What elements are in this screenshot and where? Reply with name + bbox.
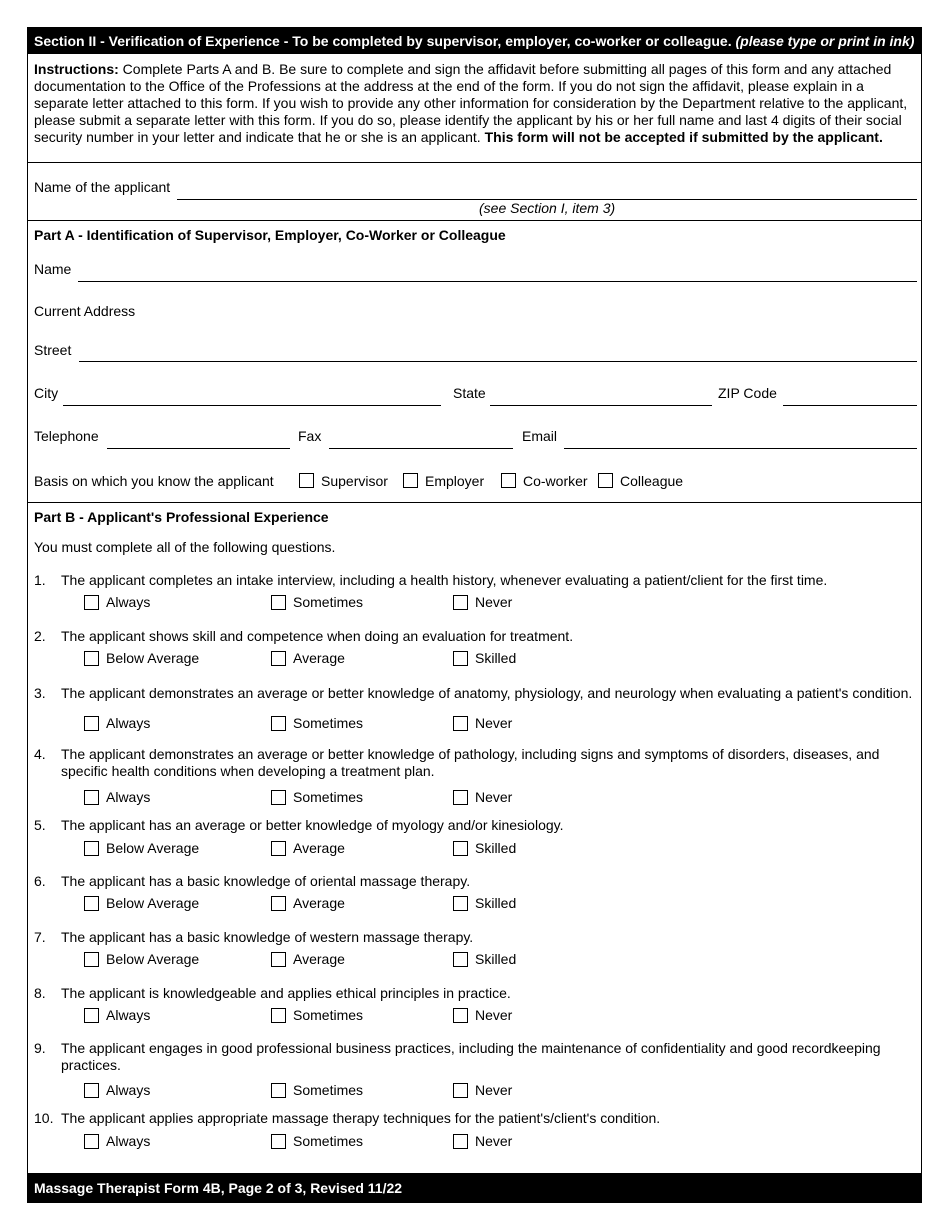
part-b-title: Part B - Applicant's Professional Experience [34,509,329,525]
option-label: Skilled [475,895,517,911]
basis-colleague-checkbox[interactable] [598,473,613,488]
question-number: 4. [34,746,46,762]
q5-below-average-checkbox[interactable] [84,841,99,856]
q8-never-checkbox[interactable] [453,1008,468,1023]
option-label: Sometimes [293,1133,364,1149]
option-label: Below Average [106,650,200,666]
q5-average-checkbox[interactable] [271,841,286,856]
city-label: City [34,385,59,401]
question-number: 1. [34,572,46,588]
q1-sometimes-checkbox[interactable] [271,595,286,610]
option-label: Sometimes [293,715,364,731]
fax-label: Fax [298,428,322,444]
option-label: Sometimes [293,789,364,805]
question-number: 5. [34,817,46,833]
current-address-label: Current Address [34,303,136,319]
option-label: Sometimes [293,1082,364,1098]
q2-average-checkbox[interactable] [271,651,286,666]
option-label: Sometimes [293,1007,364,1023]
instructions [34,61,914,146]
option-label: Skilled [475,650,517,666]
form-frame [27,27,922,1203]
q7-average-checkbox[interactable] [271,952,286,967]
q9-never-checkbox[interactable] [453,1083,468,1098]
q4-always-checkbox[interactable] [84,790,99,805]
street-label: Street [34,342,72,358]
fax-input[interactable] [329,448,513,449]
name-input[interactable] [78,281,917,282]
instructions-body: Complete Parts A and B. Be sure to complete and sign the affidavit before submitting all pages of this form and any attached documentation to the Office of the Professions at the address at the end of the form. If you do not sign the affidavit, please explain in a separate letter attached to this form. If you wish to provide any other information for consideration by the Department relative to the applicant, please submit a separate letter with this form. If you do so, please identify the applicant by his or her full name and last 4 digits of their social security number in your letter and indicate that he or she is an applicant. [34,61,908,145]
q2-below-average-checkbox[interactable] [84,651,99,666]
zip-label: ZIP Code [718,385,777,401]
option-label: Average [293,650,345,666]
question-number: 10. [34,1110,54,1126]
q1-never-checkbox[interactable] [453,595,468,610]
basis-employer-checkbox[interactable] [403,473,418,488]
question-text: The applicant has an average or better knowledge of myology and/or kinesiology. [61,817,564,833]
divider [27,502,922,503]
email-label: Email [522,428,558,444]
q6-below-average-checkbox[interactable] [84,896,99,911]
q4-never-checkbox[interactable] [453,790,468,805]
q10-never-checkbox[interactable] [453,1134,468,1149]
basis-employer-label: Employer [425,473,485,489]
q10-sometimes-checkbox[interactable] [271,1134,286,1149]
state-label: State [453,385,486,401]
option-label: Skilled [475,951,517,967]
option-label: Always [106,1082,151,1098]
option-label: Never [475,715,513,731]
question-text: The applicant applies appropriate massage therapy techniques for the patient's/client's condition. [61,1110,661,1126]
option-label: Always [106,715,151,731]
question-text: The applicant demonstrates an average or better knowledge of anatomy, physiology, and neurology when evaluating a patient's condition. [61,685,913,701]
option-label: Never [475,1133,513,1149]
section-header [27,27,922,54]
telephone-input[interactable] [107,448,290,449]
q3-never-checkbox[interactable] [453,716,468,731]
q9-sometimes-checkbox[interactable] [271,1083,286,1098]
q9-always-checkbox[interactable] [84,1083,99,1098]
part-a-title: Part A - Identification of Supervisor, Employer, Co-Worker or Colleague [34,227,506,243]
option-label: Never [475,789,513,805]
q7-below-average-checkbox[interactable] [84,952,99,967]
question-number: 8. [34,985,46,1001]
q1-always-checkbox[interactable] [84,595,99,610]
q5-skilled-checkbox[interactable] [453,841,468,856]
question-text: The applicant has a basic knowledge of oriental massage therapy. [61,873,471,889]
question-number: 9. [34,1040,46,1056]
option-label: Below Average [106,951,200,967]
question-text: The applicant shows skill and competence when doing an evaluation for treatment. [61,628,574,644]
applicant-name-note: (see Section I, item 3) [479,200,616,216]
q4-sometimes-checkbox[interactable] [271,790,286,805]
basis-supervisor-checkbox[interactable] [299,473,314,488]
applicant-name-label: Name of the applicant [34,179,171,195]
option-label: Below Average [106,840,200,856]
question-number: 3. [34,685,46,701]
option-label: Always [106,1133,151,1149]
section-title-note: (please type or print in ink) [735,33,915,49]
question-text: The applicant completes an intake interview, including a health history, whenever evaluating a patient/client for the first time. [61,572,828,588]
option-label: Always [106,594,151,610]
question-text: The applicant demonstrates an average or better knowledge of pathology, including signs and symptoms of disorders, diseases, and specific health conditions when developing a treatment plan. [61,746,880,779]
section-title: Section II - Verification of Experience - To be completed by supervisor, employer, co-worker or colleague. [34,33,732,49]
question-text: The applicant engages in good professional business practices, including the maintenance of confidentiality and good recordkeeping practices. [61,1040,881,1073]
divider [27,220,922,221]
footer-bar [27,1173,922,1203]
question-text: The applicant has a basic knowledge of western massage therapy. [61,929,474,945]
state-input[interactable] [490,405,712,406]
question-number: 2. [34,628,46,644]
basis-co-worker-label: Co-worker [523,473,588,489]
question-text: The applicant is knowledgeable and applies ethical principles in practice. [61,985,511,1001]
option-label: Skilled [475,840,517,856]
option-label: Sometimes [293,594,364,610]
option-label: Average [293,951,345,967]
q7-skilled-checkbox[interactable] [453,952,468,967]
basis-supervisor-label: Supervisor [321,473,388,489]
basis-colleague-label: Colleague [620,473,684,489]
option-label: Below Average [106,895,200,911]
basis-co-worker-checkbox[interactable] [501,473,516,488]
footer-text: Massage Therapist Form 4B, Page 2 of 3, Revised 11/22 [34,1180,403,1196]
street-input[interactable] [79,361,917,362]
q8-always-checkbox[interactable] [84,1008,99,1023]
option-label: Never [475,1007,513,1023]
city-input[interactable] [63,405,441,406]
divider [27,162,922,163]
q10-always-checkbox[interactable] [84,1134,99,1149]
option-label: Average [293,840,345,856]
q3-always-checkbox[interactable] [84,716,99,731]
q6-skilled-checkbox[interactable] [453,896,468,911]
part-b-intro: You must complete all of the following questions. [34,539,336,555]
telephone-label: Telephone [34,428,99,444]
question-number: 7. [34,929,46,945]
q8-sometimes-checkbox[interactable] [271,1008,286,1023]
option-label: Always [106,1007,151,1023]
q2-skilled-checkbox[interactable] [453,651,468,666]
instructions-warning: This form will not be accepted if submitted by the applicant. [484,129,883,145]
question-number: 6. [34,873,46,889]
zip-input[interactable] [783,405,917,406]
q3-sometimes-checkbox[interactable] [271,716,286,731]
option-label: Never [475,594,513,610]
basis-label: Basis on which you know the applicant [34,473,274,489]
name-label: Name [34,261,72,277]
option-label: Average [293,895,345,911]
option-label: Never [475,1082,513,1098]
q6-average-checkbox[interactable] [271,896,286,911]
instructions-label: Instructions: [34,61,119,77]
email-input[interactable] [564,448,917,449]
option-label: Always [106,789,151,805]
